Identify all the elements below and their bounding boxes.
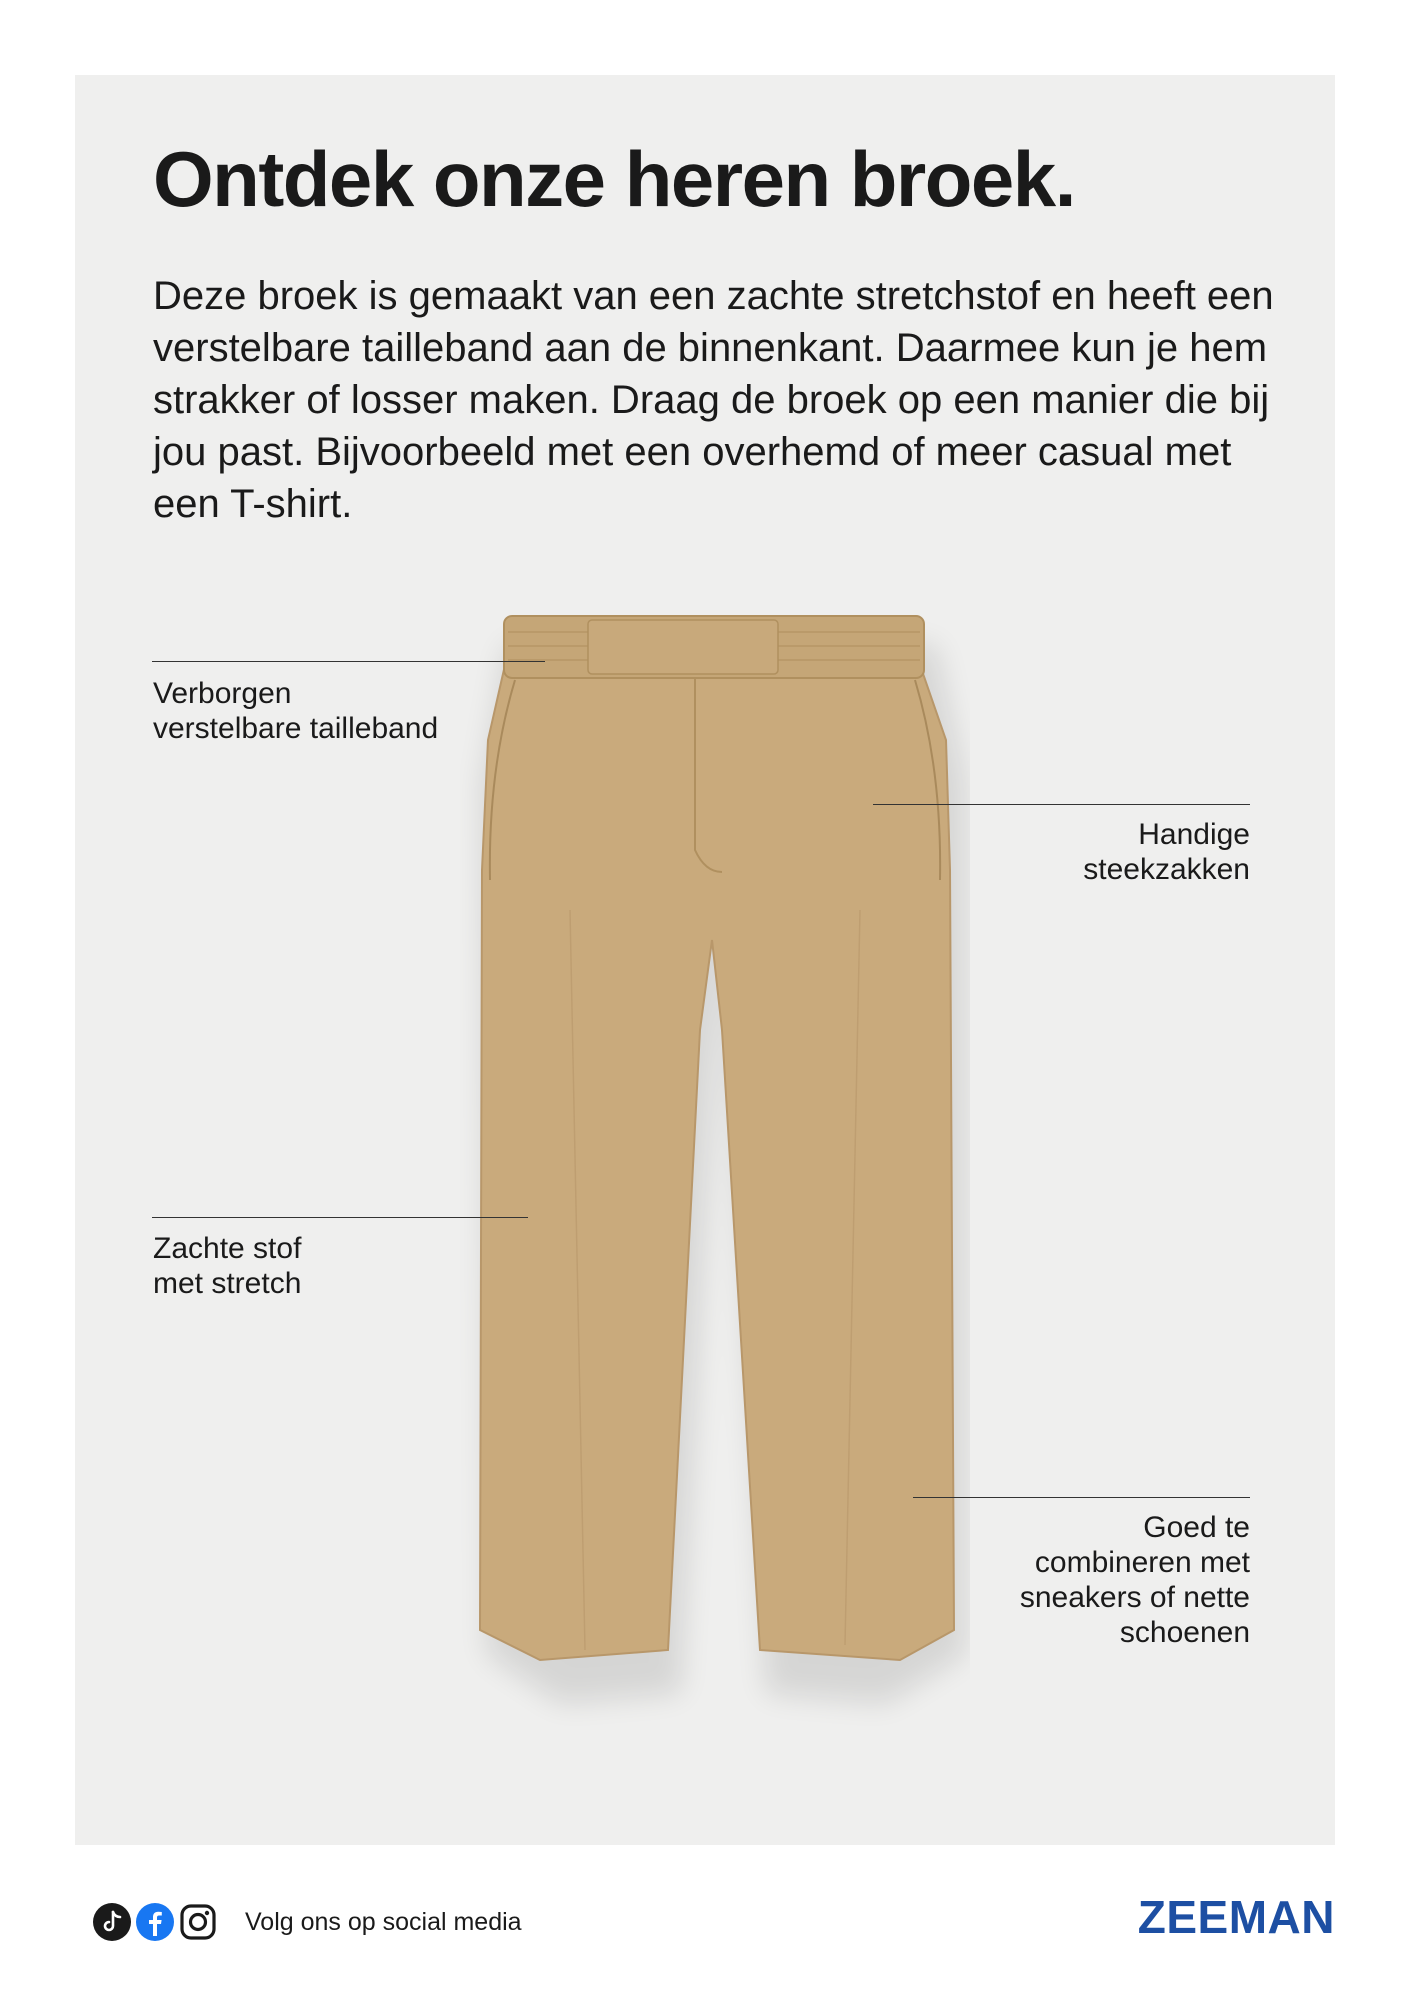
- callout-line-pockets: [873, 804, 1250, 805]
- brand-logo[interactable]: ZEEMAN: [1137, 1891, 1335, 1943]
- callout-fabric: [153, 1231, 301, 1301]
- callout-combine-line2: combineren met: [1034, 1546, 1250, 1579]
- callout-waistband-line2: verstelbare tailleband: [153, 712, 439, 745]
- tiktok-icon[interactable]: [92, 1902, 132, 1942]
- callout-line-fabric: [152, 1217, 528, 1218]
- callout-pockets-line1: Handige: [1138, 818, 1250, 851]
- callout-fabric-line2: met stretch: [153, 1267, 302, 1300]
- follow-social-text: Volg ons op social media: [245, 1908, 522, 1936]
- callout-line-waistband: [152, 661, 545, 662]
- callout-combine: [1020, 1510, 1250, 1650]
- callout-fabric-line1: Zachte stof: [153, 1232, 302, 1265]
- callout-combine-line1: Goed te: [1143, 1511, 1250, 1544]
- callout-pockets-line2: steekzakken: [1083, 853, 1250, 886]
- callout-line-combine: [913, 1497, 1250, 1498]
- page-title: Ontdek onze heren broek.: [153, 135, 1075, 223]
- callout-waistband-line1: Verborgen: [153, 677, 292, 710]
- social-icons: [92, 1902, 218, 1942]
- instagram-icon[interactable]: [178, 1902, 218, 1942]
- callout-combine-line4: schoenen: [1119, 1616, 1250, 1649]
- callout-waistband: [153, 676, 438, 746]
- intro-paragraph: Deze broek is gemaakt van een zachte stretchstof en heeft een verstelbare tailleband aan de binnenkant. Daarmee kun je hem strakker of losser maken. Draag de broek op een manier die bij jou past. Bijvoorbeeld met een overhemd of meer casual met een T-shirt.: [153, 274, 1274, 526]
- product-pants-image: [460, 610, 970, 1730]
- callout-combine-line3: sneakers of nette: [1019, 1581, 1250, 1614]
- facebook-icon[interactable]: [135, 1902, 175, 1942]
- callout-pockets: [1083, 817, 1250, 887]
